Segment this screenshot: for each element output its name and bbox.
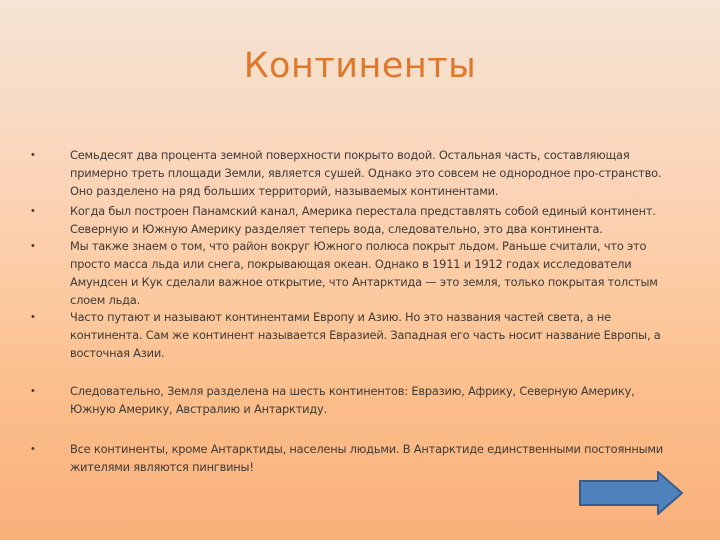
bullet-marker: • <box>31 385 35 397</box>
bullet-marker: • <box>31 205 35 217</box>
bullet-marker: • <box>31 149 35 161</box>
bullet-marker: • <box>31 240 35 252</box>
bullet-text: Мы также знаем о том, что район вокруг Южного полюса покрыт льдом. Раньше считали, что это просто масса льда или снега, покрывающая океан. Однако в 1911 и 1912 годах исследователи Амундсен и Кук сделали важное открытие, что Антарктида — это земля, только покрытая толстым слоем льда. <box>70 239 658 307</box>
bullet-text: Следовательно, Земля разделена на шесть континентов: Евразию, Африку, Северную Америку, Южную Америку, Австралию и Антарктиду. <box>70 384 635 416</box>
bullet-text: Семьдесят два процента земной поверхности покрыто водой. Остальная часть, составляющая примерно треть площади Земли, является сушей. Однако это совсем не однородное про-странство. Оно разделено на ряд больших территорий, называемых континентами. <box>70 148 662 198</box>
bullet-text: Часто путают и называют континентами Европу и Азию. Но это названия частей света, а не континента. Сам же континент называется Евразией. Западная его часть носит название Европы, а восточная Азии. <box>70 310 661 360</box>
bullet-marker: • <box>31 443 35 455</box>
bullet-marker: • <box>31 311 35 323</box>
bullet-text: Когда был построен Панамский канал, Америка перестала представлять собой единый континент. Северную и Южную Америку разделяет теперь вода, следовательно, это два континента. <box>70 204 656 236</box>
slide-title: Континенты <box>243 46 477 86</box>
arrow-right-icon[interactable] <box>578 471 684 515</box>
bullet-text: Все континенты, кроме Антарктиды, населены людьми. В Антарктиде единственными постоянными жителями являются пингвины! <box>70 442 663 474</box>
